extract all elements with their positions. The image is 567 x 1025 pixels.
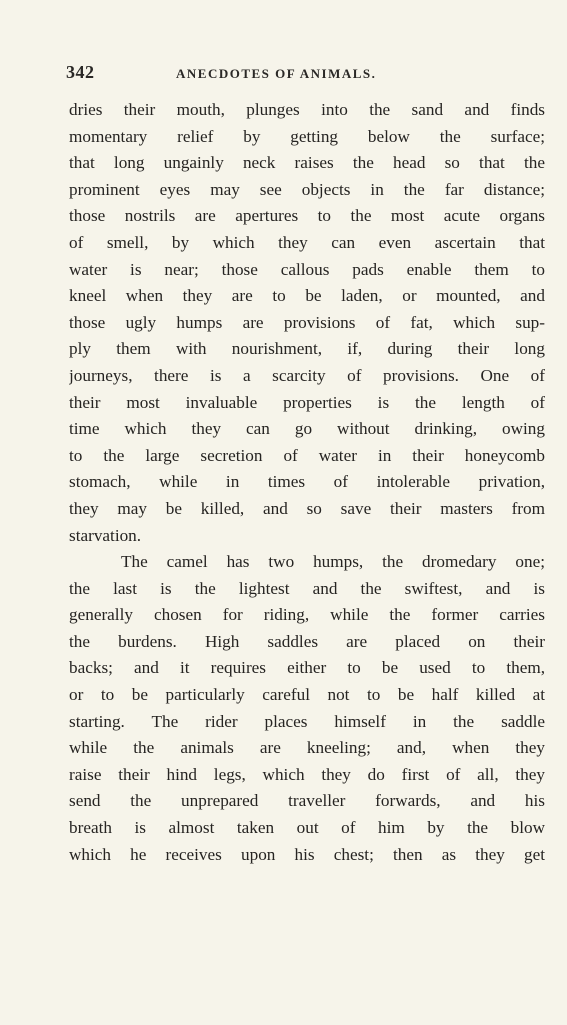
text-line: prominent eyes may see objects in the far distance; <box>69 179 545 199</box>
text-line: or to be particularly careful not to be half killed at <box>69 685 545 705</box>
text-line: starting. The rider places himself in the saddle <box>69 711 545 731</box>
text-line: time which they can go without drinking, owing <box>69 419 545 439</box>
text-line: those ugly humps are provisions of fat, which sup- <box>69 312 545 332</box>
text-line: ply them with nourishment, if, during their long <box>69 339 545 359</box>
text-line: stomach, while in times of intolerable privation, <box>69 472 545 492</box>
text-line: they may be killed, and so save their masters from <box>69 498 545 518</box>
text-line: send the unprepared traveller forwards, and his <box>69 791 545 811</box>
text-line: raise their hind legs, which they do first of all, they <box>69 764 545 784</box>
running-title: ANECDOTES OF ANIMALS. <box>176 66 377 81</box>
text-line: water is near; those callous pads enable them to <box>69 259 545 279</box>
paragraph-2 <box>69 549 545 868</box>
page-header <box>66 62 544 84</box>
text-line: momentary relief by getting below the surface; <box>69 126 545 146</box>
text-line: generally chosen for riding, while the former carries <box>69 605 545 625</box>
text-line: the last is the lightest and the swiftest, and is <box>69 578 545 598</box>
page-number: 342 <box>66 62 95 82</box>
text-line: that long ungainly neck raises the head so that the <box>69 153 545 173</box>
body-text <box>69 97 545 868</box>
text-line: kneel when they are to be laden, or mounted, and <box>69 286 545 306</box>
paragraph-1 <box>69 97 545 549</box>
text-line: their most invaluable properties is the length of <box>69 392 545 412</box>
text-line: while the animals are kneeling; and, when they <box>69 738 545 758</box>
text-line: journeys, there is a scarcity of provisions. One of <box>69 365 545 385</box>
text-line: which he receives upon his chest; then as they get <box>69 844 545 864</box>
text-line: dries their mouth, plunges into the sand and finds <box>69 100 545 119</box>
text-line: backs; and it requires either to be used to them, <box>69 658 545 678</box>
text-line: The camel has two humps, the dromedary one; <box>121 552 545 572</box>
text-line: those nostrils are apertures to the most acute organs <box>69 206 545 226</box>
text-line: to the large secretion of water in their honeycomb <box>69 445 545 465</box>
text-line: of smell, by which they can even ascertain that <box>69 232 545 252</box>
text-line: the burdens. High saddles are placed on their <box>69 631 545 651</box>
text-line: breath is almost taken out of him by the blow <box>69 818 545 838</box>
text-line: starvation. <box>69 525 142 545</box>
